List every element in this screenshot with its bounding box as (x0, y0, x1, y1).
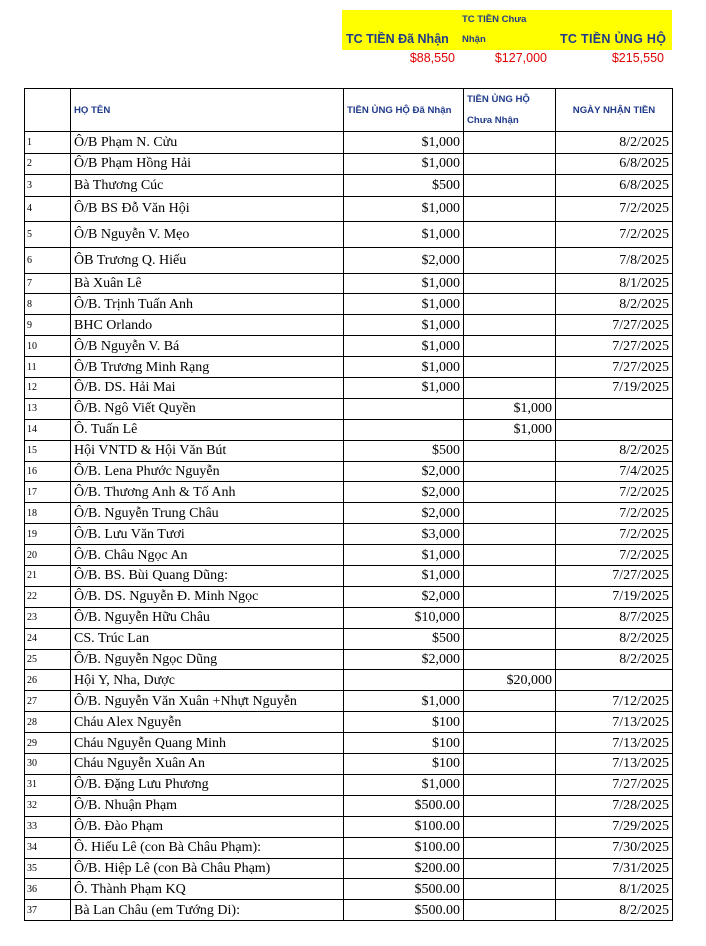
row-number: 35 (25, 858, 71, 879)
received-amount: $1,000 (344, 196, 464, 222)
donor-name: ÔB Trương Q. Hiếu (71, 247, 344, 273)
pending-amount (464, 712, 556, 733)
received-date: 8/2/2025 (556, 294, 673, 315)
donor-name: Ô/B. Đào Phạm (71, 816, 344, 837)
table-row (25, 419, 673, 440)
received-amount: $100.00 (344, 816, 464, 837)
pending-amount (464, 175, 556, 197)
row-number: 33 (25, 816, 71, 837)
donor-name: Ô/B Phạm N. Cửu (71, 132, 344, 154)
received-date: 8/2/2025 (556, 440, 673, 461)
donor-name: Ô/B Nguyễn V. Mẹo (71, 222, 344, 248)
received-date: 7/19/2025 (556, 586, 673, 607)
summary-block (342, 10, 672, 66)
received-date: 7/27/2025 (556, 566, 673, 587)
pending-amount (464, 461, 556, 482)
header-received: TIỀN ỦNG HỘ Đã Nhận (344, 89, 464, 132)
received-date: 8/7/2025 (556, 607, 673, 628)
received-date: 7/2/2025 (556, 196, 673, 222)
received-date: 7/27/2025 (556, 774, 673, 795)
table-row (25, 461, 673, 482)
summary-total-value: $215,550 (611, 51, 664, 65)
row-number: 23 (25, 607, 71, 628)
received-amount: $1,000 (344, 774, 464, 795)
received-date: 7/2/2025 (556, 524, 673, 545)
received-date: 8/1/2025 (556, 879, 673, 900)
pending-amount (464, 649, 556, 670)
table-row (25, 153, 673, 175)
donor-name: Ô/B. Thương Anh & Tố Anh (71, 482, 344, 503)
received-amount: $1,000 (344, 222, 464, 248)
row-number: 4 (25, 196, 71, 222)
pending-amount (464, 357, 556, 378)
pending-amount (464, 607, 556, 628)
donor-name: Bà Thương Cúc (71, 175, 344, 197)
donor-name: Bà Xuân Lê (71, 273, 344, 294)
pending-amount (464, 294, 556, 315)
received-amount: $1,000 (344, 336, 464, 357)
table-row (25, 795, 673, 816)
received-date: 7/19/2025 (556, 378, 673, 399)
header-name: HỌ TÊN (71, 89, 344, 132)
row-number: 17 (25, 482, 71, 503)
received-date: 8/2/2025 (556, 649, 673, 670)
table-row (25, 132, 673, 154)
pending-amount (464, 440, 556, 461)
received-amount: $1,000 (344, 378, 464, 399)
received-amount: $1,000 (344, 357, 464, 378)
row-number: 31 (25, 774, 71, 795)
row-number: 8 (25, 294, 71, 315)
received-date: 7/4/2025 (556, 461, 673, 482)
table-row (25, 628, 673, 649)
donor-name: Ô/B. BS. Bùi Quang Dũng: (71, 566, 344, 587)
row-number: 36 (25, 879, 71, 900)
summary-pending-label: TC TIỀN Chưa Nhận (462, 14, 527, 45)
received-amount: $2,000 (344, 482, 464, 503)
donor-name: Ô/B. Lưu Văn Tươi (71, 524, 344, 545)
table-row (25, 733, 673, 754)
received-amount: $500 (344, 440, 464, 461)
row-number: 1 (25, 132, 71, 154)
received-amount: $200.00 (344, 858, 464, 879)
row-number: 19 (25, 524, 71, 545)
received-date: 7/28/2025 (556, 795, 673, 816)
pending-amount (464, 222, 556, 248)
table-body (25, 132, 673, 921)
table-row (25, 294, 673, 315)
received-amount: $1,000 (344, 691, 464, 712)
received-amount: $500.00 (344, 879, 464, 900)
received-date: 6/8/2025 (556, 153, 673, 175)
summary-pending-header (460, 10, 552, 50)
donor-name: Ô/B. Châu Ngọc An (71, 545, 344, 566)
pending-amount: $1,000 (464, 419, 556, 440)
received-amount: $1,000 (344, 153, 464, 175)
table-row (25, 398, 673, 419)
received-date: 7/13/2025 (556, 712, 673, 733)
table-row (25, 900, 673, 921)
received-date (556, 398, 673, 419)
table-row (25, 175, 673, 197)
table-row (25, 247, 673, 273)
row-number: 10 (25, 336, 71, 357)
received-amount: $2,000 (344, 461, 464, 482)
pending-amount (464, 315, 556, 336)
donation-table (24, 88, 673, 921)
received-amount: $500.00 (344, 795, 464, 816)
donor-name: Ô. Hiếu Lê (con Bà Châu Phạm): (71, 837, 344, 858)
received-amount: $100 (344, 754, 464, 775)
table-row (25, 378, 673, 399)
received-date: 8/2/2025 (556, 628, 673, 649)
table-row (25, 315, 673, 336)
received-date: 8/1/2025 (556, 273, 673, 294)
row-number: 5 (25, 222, 71, 248)
pending-amount (464, 816, 556, 837)
received-date (556, 419, 673, 440)
row-number: 37 (25, 900, 71, 921)
pending-amount (464, 900, 556, 921)
table-row (25, 566, 673, 587)
received-amount: $2,000 (344, 247, 464, 273)
received-date: 7/27/2025 (556, 357, 673, 378)
table-row (25, 524, 673, 545)
received-date: 7/13/2025 (556, 754, 673, 775)
row-number: 9 (25, 315, 71, 336)
received-amount: $2,000 (344, 649, 464, 670)
received-date: 7/29/2025 (556, 816, 673, 837)
pending-amount (464, 691, 556, 712)
received-date: 7/13/2025 (556, 733, 673, 754)
table-row (25, 649, 673, 670)
table-row (25, 545, 673, 566)
pending-amount (464, 754, 556, 775)
row-number: 22 (25, 586, 71, 607)
received-date: 7/27/2025 (556, 315, 673, 336)
donor-name: Ô/B Nguyễn V. Bá (71, 336, 344, 357)
table-row (25, 691, 673, 712)
donor-name: BHC Orlando (71, 315, 344, 336)
donor-name: Ô. Tuấn Lê (71, 419, 344, 440)
pending-amount (464, 545, 556, 566)
table-row (25, 222, 673, 248)
received-date: 7/12/2025 (556, 691, 673, 712)
row-number: 27 (25, 691, 71, 712)
table-row (25, 607, 673, 628)
received-amount: $2,000 (344, 586, 464, 607)
row-number: 25 (25, 649, 71, 670)
received-amount: $1,000 (344, 294, 464, 315)
received-amount: $1,000 (344, 132, 464, 154)
donor-name: Ô/B. DS. Nguyễn Đ. Minh Ngọc (71, 586, 344, 607)
received-amount: $500.00 (344, 900, 464, 921)
table-row (25, 196, 673, 222)
donor-name: Cháu Nguyễn Quang Minh (71, 733, 344, 754)
received-date: 6/8/2025 (556, 175, 673, 197)
donor-name: Ô/B. Nguyễn Hữu Châu (71, 607, 344, 628)
summary-total-header (552, 10, 672, 50)
donor-name: Ô/B Phạm Hồng Hải (71, 153, 344, 175)
donor-name: Ô/B Trương Minh Rạng (71, 357, 344, 378)
received-amount: $2,000 (344, 503, 464, 524)
row-number: 24 (25, 628, 71, 649)
row-number: 29 (25, 733, 71, 754)
table-row (25, 482, 673, 503)
donor-name: Bà Lan Châu (em Tướng Di): (71, 900, 344, 921)
row-number: 2 (25, 153, 71, 175)
pending-amount (464, 503, 556, 524)
received-date: 7/2/2025 (556, 545, 673, 566)
row-number: 7 (25, 273, 71, 294)
table-row (25, 670, 673, 691)
row-number: 16 (25, 461, 71, 482)
pending-amount (464, 733, 556, 754)
table-row (25, 754, 673, 775)
donor-name: Hội VNTD & Hội Văn Bút (71, 440, 344, 461)
donor-name: Ô/B. Đặng Lưu Phương (71, 774, 344, 795)
summary-total-label: TC TIỀN ỦNG HỘ (560, 32, 667, 46)
pending-amount (464, 132, 556, 154)
received-date: 7/2/2025 (556, 482, 673, 503)
received-amount: $1,000 (344, 315, 464, 336)
row-number: 6 (25, 247, 71, 273)
pending-amount (464, 586, 556, 607)
row-number: 13 (25, 398, 71, 419)
donor-name: Ô/B. Lena Phước Nguyễn (71, 461, 344, 482)
received-amount: $1,000 (344, 566, 464, 587)
table-row (25, 837, 673, 858)
summary-received-header (342, 10, 460, 50)
pending-amount (464, 628, 556, 649)
donor-name: Ô/B. Nguyễn Trung Châu (71, 503, 344, 524)
table-row (25, 440, 673, 461)
table-row (25, 774, 673, 795)
donor-name: Ô/B. Trịnh Tuấn Anh (71, 294, 344, 315)
donor-name: CS. Trúc Lan (71, 628, 344, 649)
pending-amount (464, 153, 556, 175)
donor-name: Ô/B. Hiệp Lê (con Bà Châu Phạm) (71, 858, 344, 879)
received-date: 7/8/2025 (556, 247, 673, 273)
table-row (25, 712, 673, 733)
received-date: 8/2/2025 (556, 132, 673, 154)
received-amount: $100 (344, 712, 464, 733)
received-date: 7/31/2025 (556, 858, 673, 879)
received-date: 7/2/2025 (556, 222, 673, 248)
donor-name: Ô/B. DS. Hải Mai (71, 378, 344, 399)
header-num (25, 89, 71, 132)
pending-amount (464, 336, 556, 357)
table-row (25, 858, 673, 879)
row-number: 21 (25, 566, 71, 587)
summary-received-label: TC TIỀN Đã Nhận (346, 32, 449, 46)
received-amount: $100.00 (344, 837, 464, 858)
received-amount (344, 419, 464, 440)
donor-name: Ô/B BS Đỗ Văn Hội (71, 196, 344, 222)
donor-name: Cháu Nguyễn Xuân An (71, 754, 344, 775)
donor-name: Ô/B. Nguyễn Ngọc Dũng (71, 649, 344, 670)
pending-amount (464, 879, 556, 900)
received-date: 7/2/2025 (556, 503, 673, 524)
header-pending: TIỀN ỦNG HỘ Chưa Nhận (464, 89, 556, 132)
donor-name: Cháu Alex Nguyễn (71, 712, 344, 733)
donor-name: Ô/B. Nhuận Phạm (71, 795, 344, 816)
pending-amount (464, 273, 556, 294)
pending-amount (464, 482, 556, 503)
summary-pending-value: $127,000 (494, 51, 547, 65)
row-number: 12 (25, 378, 71, 399)
table-row (25, 586, 673, 607)
table-header-row (25, 89, 673, 132)
row-number: 14 (25, 419, 71, 440)
donor-name: Hội Y, Nha, Dược (71, 670, 344, 691)
header-date: NGÀY NHẬN TIỀN (556, 89, 673, 132)
pending-amount: $20,000 (464, 670, 556, 691)
pending-amount (464, 566, 556, 587)
donor-name: Ô/B. Ngô Viết Quyền (71, 398, 344, 419)
summary-received-value: $88,550 (409, 51, 455, 65)
table-row (25, 879, 673, 900)
received-amount: $10,000 (344, 607, 464, 628)
received-amount: $500 (344, 175, 464, 197)
row-number: 3 (25, 175, 71, 197)
table-row (25, 273, 673, 294)
table-row (25, 336, 673, 357)
received-amount: $3,000 (344, 524, 464, 545)
received-amount: $1,000 (344, 273, 464, 294)
table-row (25, 816, 673, 837)
pending-amount (464, 795, 556, 816)
row-number: 30 (25, 754, 71, 775)
pending-amount (464, 837, 556, 858)
table-row (25, 503, 673, 524)
donor-name: Ô/B. Nguyễn Văn Xuân +Nhựt Nguyễn (71, 691, 344, 712)
received-amount: $1,000 (344, 545, 464, 566)
row-number: 28 (25, 712, 71, 733)
received-date: 7/27/2025 (556, 336, 673, 357)
received-amount: $500 (344, 628, 464, 649)
pending-amount (464, 196, 556, 222)
pending-amount: $1,000 (464, 398, 556, 419)
received-amount (344, 670, 464, 691)
received-date: 7/30/2025 (556, 837, 673, 858)
pending-amount (464, 774, 556, 795)
donor-name: Ô. Thành Phạm KQ (71, 879, 344, 900)
row-number: 11 (25, 357, 71, 378)
row-number: 32 (25, 795, 71, 816)
pending-amount (464, 378, 556, 399)
row-number: 18 (25, 503, 71, 524)
received-amount (344, 398, 464, 419)
row-number: 26 (25, 670, 71, 691)
received-amount: $100 (344, 733, 464, 754)
row-number: 15 (25, 440, 71, 461)
received-date: 8/2/2025 (556, 900, 673, 921)
pending-amount (464, 858, 556, 879)
pending-amount (464, 524, 556, 545)
received-date (556, 670, 673, 691)
row-number: 34 (25, 837, 71, 858)
row-number: 20 (25, 545, 71, 566)
table-row (25, 357, 673, 378)
pending-amount (464, 247, 556, 273)
